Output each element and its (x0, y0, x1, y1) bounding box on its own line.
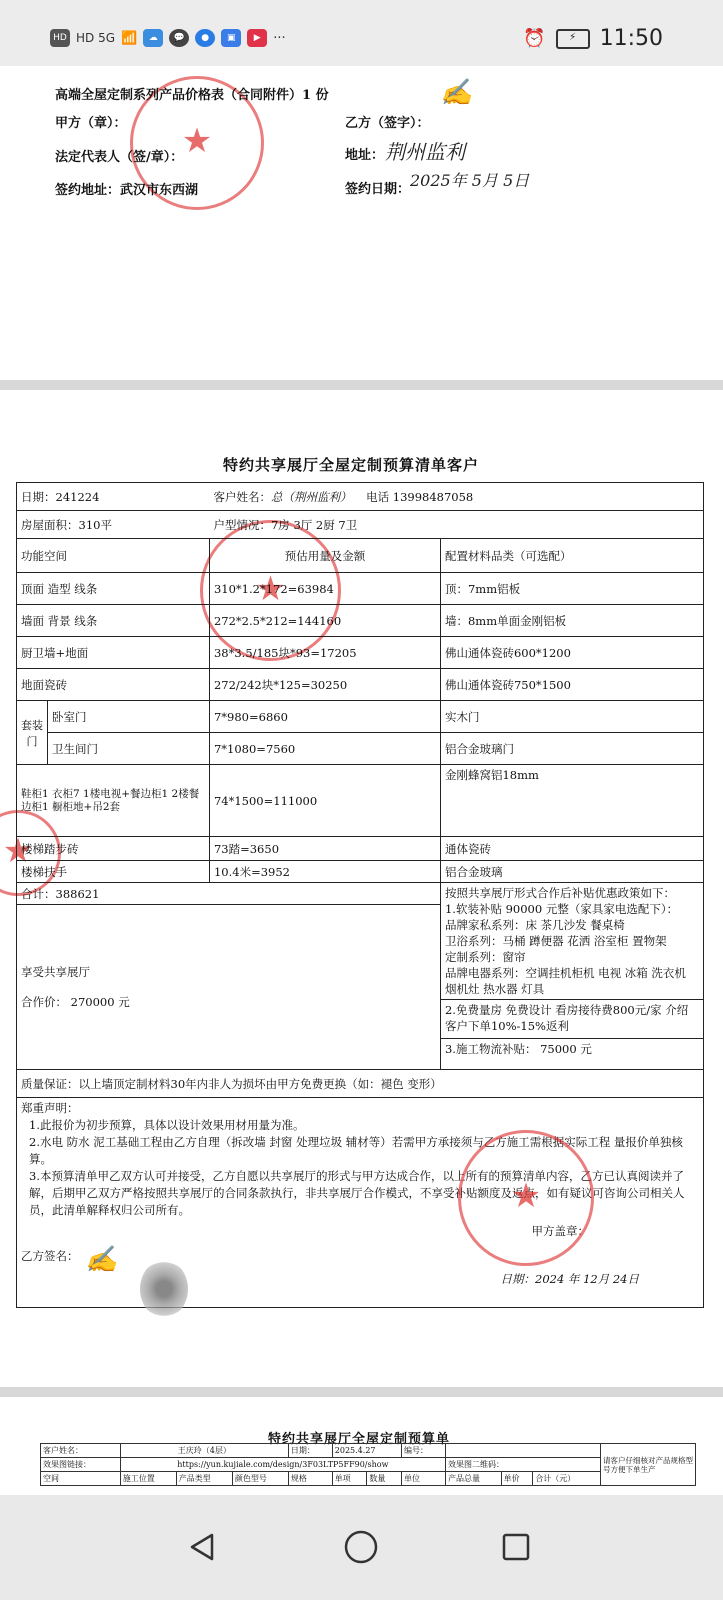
wifi-icon: 📶 (121, 30, 138, 46)
budget-table (16, 482, 704, 1308)
sign-place: 签约地址：武汉市东西湖 (55, 183, 199, 198)
row-amount: 272*2.5*212=144160 (209, 605, 440, 637)
row-material: 墙：8mm单面金刚铝板 (440, 605, 703, 637)
row-material: 实木门 (440, 701, 703, 733)
row-material: 金刚蜂窝铝18mm (440, 765, 703, 837)
total-cell: 合计：388621 (17, 883, 441, 905)
row-amount: 272/242块*125=30250 (209, 669, 440, 701)
navigation-bar (0, 1495, 723, 1600)
party-b-signature: ✍ (85, 1245, 118, 1275)
row-amount: 38*3.5/185块*93=17205 (209, 637, 440, 669)
party-a-label: 甲方（章）： (55, 116, 127, 131)
alarm-icon: ⏰ (523, 28, 546, 49)
row-material: 佛山通体瓷砖600*1200 (440, 637, 703, 669)
annex-line: 高端全屋定制系列产品价格表（合同附件）1 份 (55, 88, 329, 103)
row-space: 顶面 造型 线条 (17, 573, 210, 605)
row-material: 铝合金玻璃门 (440, 733, 703, 765)
contract-seal (458, 1130, 594, 1266)
no-label: 编号： (401, 1444, 445, 1458)
more-icon: ··· (273, 30, 286, 46)
header-space: 功能空间 (17, 539, 210, 573)
row-space: 地面瓷砖 (17, 669, 210, 701)
layout-cell: 户型情况：7房 3厅 2厨 7卫 (209, 511, 703, 539)
note-cell: 请客户仔细核对产品规格型号方便下单生产 (601, 1444, 696, 1486)
doc-title: 特约共享展厅全屋定制预算清单客户 (223, 456, 480, 474)
fingerprint (140, 1260, 188, 1318)
notice-cell: 郑重声明： 1.此报价为初步预算，具体以设计效果用材用量为准。 2.水电 防水 泥工基础工程由乙方自理（拆改墙 封窗 处理垃圾 辅材等）若需甲方承接须与乙方施工需根据实际工程 量报价单独核算。 3.本预算清单甲乙双方认可并接受，乙方自愿以共享展厅的形式与甲方达成合作，以上所有的预算清单内容，乙方已认真阅读并了解，后期甲乙双方严格按照共享展厅的合同条款执行，非共享展厅合作模式，不享受补贴额度及返点，如有疑议可咨询公司相关人员，此清单解释权归公司所有。 甲方盖章： 乙方签名： 日期：2024 年 12月 24日 (17, 1098, 704, 1308)
home-button[interactable] (339, 1525, 383, 1569)
party-b-label: 乙方（签字）： (345, 116, 430, 131)
row-space: 楼梯扶手 (17, 861, 210, 883)
address-label: 地址： (345, 148, 385, 163)
doc3-title: 特约共享展厅全屋定制预算单 (268, 1432, 451, 1447)
customer-value: 王庆玲（4层） (120, 1444, 288, 1458)
back-icon (186, 1531, 218, 1563)
customer-label: 客户姓名： (41, 1444, 121, 1458)
sign-date-handwritten: 2025年 5月 5日 (410, 171, 530, 190)
row-material: 佛山通体瓷砖750*1500 (440, 669, 703, 701)
recents-icon (500, 1531, 532, 1563)
row-amount: 74*1500=111000 (209, 765, 440, 837)
row-material: 顶：7mm铝板 (440, 573, 703, 605)
page-contract-annex (0, 66, 723, 380)
link-label: 效果图链接： (41, 1458, 121, 1472)
network-indicator: HD 5G (76, 31, 116, 45)
policy-cell: 按照共享展厅形式合作后补贴优惠政策如下： 1.软装补贴 90000 元整（家具家电选配下）： 品牌家私系列：床 茶几沙发 餐桌椅 卫浴系列：马桶 蹲便器 花洒 浴室柜 置物架 定制系列：窗帘 品牌电器系列：空调挂机柜机 电视 冰箱 洗衣机 烟机灶 热水器 灯具 2.免费量房 免费设计 看房接待费800元/家 介绍客户下单10%-15%返利 3.施工物流补贴： 75000 元 (440, 883, 703, 1070)
sign-date-label: 签约日期： (345, 182, 411, 197)
page-separator (0, 380, 723, 390)
row-material: 铝合金玻璃 (440, 861, 703, 883)
row-amount: 310*1.2*172=63984 (209, 573, 440, 605)
row-material: 通体瓷砖 (440, 837, 703, 861)
row-space: 卫生间门 (48, 733, 210, 765)
home-icon (343, 1529, 379, 1565)
shop-icon: ▣ (221, 29, 241, 47)
coop-cell: 享受共享展厅 合作价： 270000 元 (17, 905, 441, 1070)
customer-cell: 客户姓名：总（荆州监利） 电话 13998487058 (209, 483, 703, 511)
battery-icon: ⚡ (556, 29, 590, 49)
app-icon: ● (195, 29, 215, 47)
row-amount: 10.4米=3952 (209, 861, 440, 883)
cloud-icon: ☁ (143, 29, 163, 47)
quality-cell: 质量保证：以上墙顶定制材料30年内非人为损坏由甲方免费更换（如：褪色 变形） (17, 1070, 704, 1098)
status-left (50, 29, 286, 47)
header-material: 配置材料品类（可选配） (440, 539, 703, 573)
header-amount: 预估用量及金额 (209, 539, 440, 573)
hd-icon: HD (50, 29, 70, 47)
status-right (523, 26, 663, 51)
row-amount: 7*980=6860 (209, 701, 440, 733)
recents-button[interactable] (494, 1525, 538, 1569)
row-space: 楼梯踏步砖 (17, 837, 210, 861)
row-space: 厨卫墙+地面 (17, 637, 210, 669)
area-cell: 房屋面积：310平 (17, 511, 210, 539)
page-budget-sheet (0, 1397, 723, 1495)
row-space: 鞋柜1 衣柜7 1楼电视+餐边柜1 2楼餐边柜1 橱柜地+吊2套 (17, 765, 210, 837)
door-group: 套装门 (17, 701, 48, 765)
budget-sheet-table: 客户姓名： 王庆玲（4层） 日期： 2025.4.27 编号： 请客户仔细核对产品规格型号方便下单生产 效果图链接： https://yun.kujiale.com/design/3F03LTP5FF90/show 效果图二维码： 空间 施工位置 产品类型 颜色型号 规格 单项 数量 单位 产品总量 单价 合计（元） (40, 1443, 696, 1486)
clock: 11:50 (599, 26, 663, 51)
date-value: 2025.4.27 (332, 1444, 401, 1458)
row-amount: 73踏=3650 (209, 837, 440, 861)
link-value[interactable]: https://yun.kujiale.com/design/3F03LTP5FF90/show (120, 1458, 445, 1472)
page-separator (0, 1387, 723, 1397)
back-button[interactable] (180, 1525, 224, 1569)
row-amount: 7*1080=7560 (209, 733, 440, 765)
date-cell: 日期：241224 (17, 483, 210, 511)
row-space: 卧室门 (48, 701, 210, 733)
status-bar (0, 0, 723, 66)
address-handwritten: 荆州监利 (385, 140, 465, 164)
chat-icon: 💬 (169, 29, 189, 47)
video-icon: ▶ (247, 29, 267, 47)
qr-label: 效果图二维码： (445, 1458, 600, 1472)
row-space: 墙面 背景 线条 (17, 605, 210, 637)
legal-rep-label: 法定代表人（签/章）： (55, 150, 184, 165)
date-label: 日期： (288, 1444, 332, 1458)
party-b-signature: ✍ (440, 78, 473, 108)
page-budget-list (0, 390, 723, 1387)
